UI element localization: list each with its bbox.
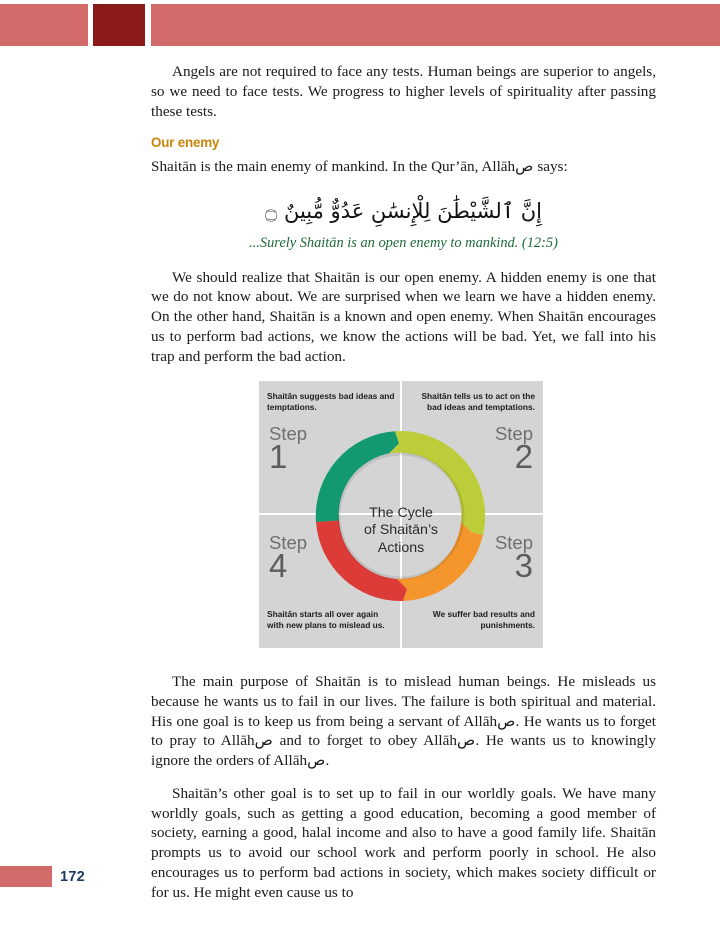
step-3-word: Step: [494, 532, 533, 553]
intro-paragraph: Angels are not required to face any tests. Human beings are superior to angels, so we need to face tests. We progress to higher levels of spirituality after passing these tests.: [151, 63, 656, 120]
step-2-caption: Shaitān tells us to act on the bad ideas and temptations.: [421, 391, 535, 413]
page-number: 172: [60, 869, 85, 885]
header-band-left-segment: [0, 4, 88, 46]
step-3-number: 3: [514, 547, 533, 585]
donut-center-title: [336, 505, 466, 557]
step-1-word: Step: [269, 423, 308, 444]
donut-title-line-3: Actions: [377, 539, 425, 556]
section-lead-paragraph: Shaitān is the main enemy of mankind. In the Qur’ān, Allāhص says:: [151, 158, 568, 176]
donut-title-line-2: of Shaitān’s: [364, 522, 438, 539]
closing-paragraph-2: Shaitān’s other goal is to set up to fail in our worldly goals. We have many worldly goals, such as getting a good education, becoming a good member of society, earning a good, halal income and also to have a good family life. Shaitān prompts us to avoid our school work and perform poorly in school. He also encourages us to perform bad actions in society, which makes society difficult or for us. He might even cause us to: [151, 784, 656, 901]
page-content-column: [151, 62, 656, 379]
section-heading-our-enemy: Our enemy: [151, 135, 220, 151]
step-4-word: Step: [269, 532, 308, 553]
step-1-label: [269, 423, 308, 476]
arabic-verse-text: إِنَّ ٱلشَّيْطَٰنَ لِلْإِنسَٰنِ عَدُوٌّ مُّبِينٌ ۝: [264, 199, 543, 223]
cycle-of-shaitans-actions-figure: [259, 381, 543, 648]
step-4-number: 4: [269, 547, 288, 585]
step-1-number: 1: [269, 438, 288, 476]
footer-color-swatch: [0, 866, 52, 887]
step-2-word: Step: [494, 423, 533, 444]
section-body-paragraph: We should realize that Shaitān is our open enemy. A hidden enemy is one that we do not know about. We are surprised when we learn we have a hidden enemy. On the other hand, Shaitān is a known and open enemy. When Shaitān encourages us to perform bad actions, we know the actions will be bad. Yet, we fall into his trap and perform the bad action.: [151, 268, 656, 365]
cycle-donut-ring: [312, 407, 490, 625]
page-header-band: [0, 4, 720, 46]
header-band-right-segment: [151, 4, 720, 46]
closing-paragraph-1: The main purpose of Shaitān is to mislead human beings. He misleads us because he wants us to fail in our lives. The failure is both spiritual and material. His one goal is to keep us from being a servant of Allāhص. He wants us to forget to pray to Allāhص and to forget to obey Allāhص. He wants us to knowingly ignore the orders of Allāhص.: [151, 673, 656, 769]
header-band-dark-square: [93, 4, 145, 46]
step-4-label: [269, 532, 308, 585]
donut-title-line-1: The Cycle: [369, 505, 433, 521]
step-1-caption: Shaitān suggests bad ideas and temptations.: [267, 391, 395, 413]
verse-translation-text: ...Surely Shaitān is an open enemy to mankind. (12:5): [249, 234, 558, 251]
step-2-number: 2: [514, 438, 533, 476]
page-closing-column: [151, 672, 656, 915]
step-3-caption: We suffer bad results and punishments.: [432, 609, 535, 631]
step-4-caption: Shaitān starts all over again with new plans to mislead us.: [267, 609, 385, 631]
